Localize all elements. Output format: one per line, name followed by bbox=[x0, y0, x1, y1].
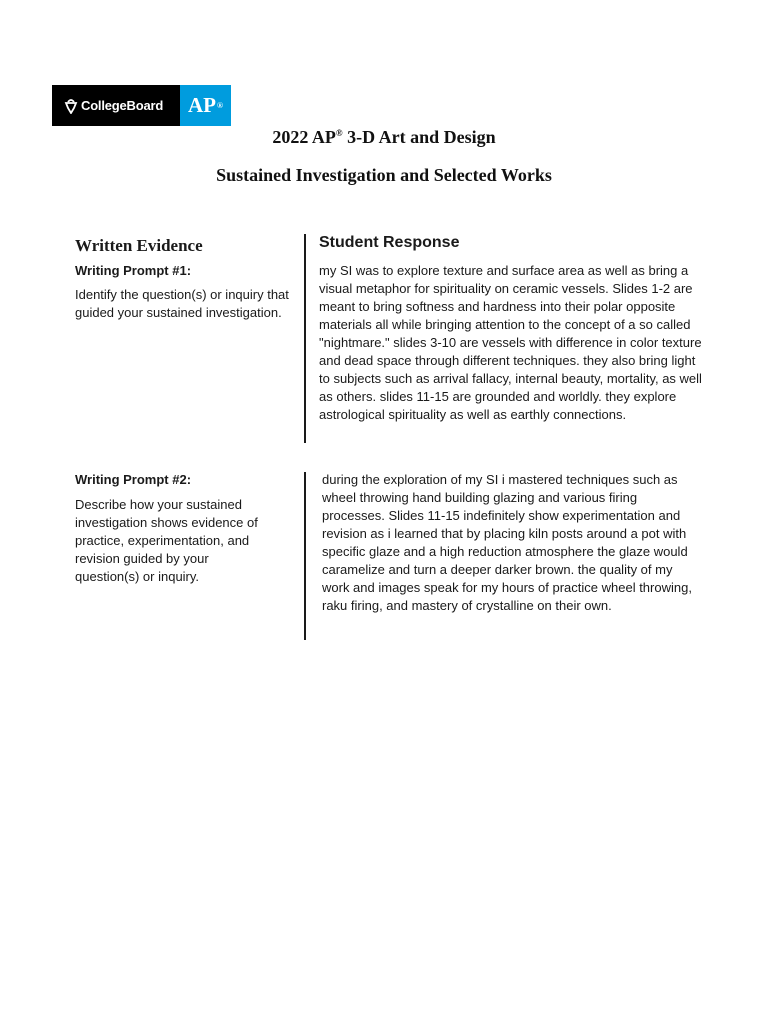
ap-logo bbox=[180, 85, 231, 126]
column-divider-2 bbox=[304, 472, 306, 640]
collegeboard-logo bbox=[52, 85, 180, 126]
ap-registered-mark: ® bbox=[217, 101, 223, 110]
collegeboard-ap-logo bbox=[52, 85, 231, 126]
title-prefix: 2022 AP bbox=[272, 127, 336, 147]
acorn-icon bbox=[64, 98, 78, 114]
column-divider-1 bbox=[304, 234, 306, 443]
document-subtitle: Sustained Investigation and Selected Works bbox=[216, 165, 552, 185]
title-suffix: 3-D Art and Design bbox=[342, 127, 496, 147]
ap-wordmark: AP bbox=[188, 93, 216, 117]
writing-prompt-2-label: Writing Prompt #2: bbox=[75, 472, 192, 487]
student-response-heading: Student Response bbox=[319, 234, 460, 251]
writing-prompt-1-label: Writing Prompt #1: bbox=[75, 263, 192, 278]
student-response-2: during the exploration of my SI i mastered techniques such as wheel throwing hand building glazing and various firing processes. Slides 11-15 indefinitely show experimentation and revision as i learned that by placing kiln posts around a pot with specific glaze and a high reduction atmosphere the glaze would caramelize and turn a deeper darker brown. the quality of my work and images speak for my hours of practice wheel throwing, raku firing, and mastery of crystalline on their own. bbox=[322, 472, 692, 613]
document-title bbox=[0, 127, 768, 148]
writing-prompt-1-text: Identify the question(s) or inquiry that guided your sustained investigation. bbox=[75, 287, 289, 320]
student-response-1: my SI was to explore texture and surface area as well as bring a visual metaphor for spirituality on ceramic vessels. Slides 1-2 are meant to bring softness and hardness into their polar opposite materials all while bringing attention to the concept of a so called "nightmare." slides 3-10 are vessels with difference in color texture and dead space through different techniques. they also bring light to subjects such as arrival fallacy, internal beauty, mortality, as well as others. slides 11-15 are grounded and worldly. they explore astrological spirituality as well as earthly connections. bbox=[319, 263, 702, 422]
collegeboard-wordmark: CollegeBoard bbox=[81, 98, 164, 113]
title-registered-mark: ® bbox=[335, 128, 343, 138]
written-evidence-heading: Written Evidence bbox=[75, 236, 203, 255]
writing-prompt-2-text: Describe how your sustained investigation shows evidence of practice, experimentation, and revision guided by your question(s) or inquiry. bbox=[75, 497, 258, 584]
